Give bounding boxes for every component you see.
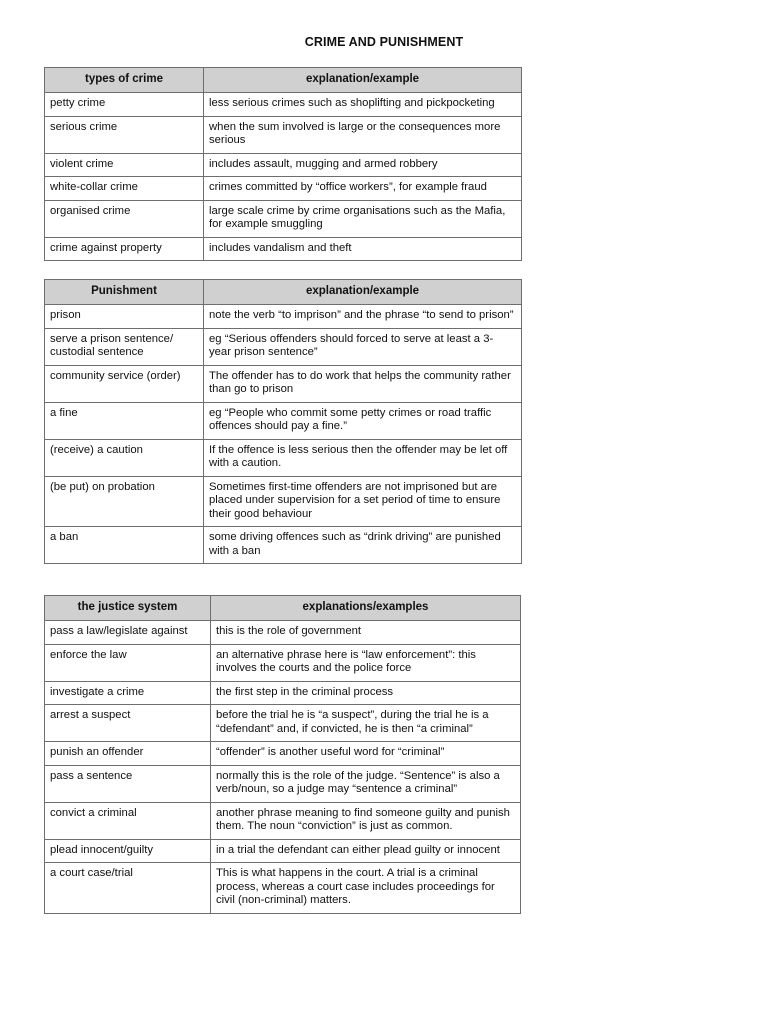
explanation-cell: “offender” is another useful word for “criminal” (211, 742, 521, 766)
term-cell: organised crime (45, 200, 204, 237)
types-of-crime-table (44, 67, 522, 261)
term-cell: petty crime (45, 93, 204, 117)
column-header: types of crime (45, 68, 204, 93)
explanation-cell: eg “People who commit some petty crimes or road traffic offences should pay a fine.” (204, 402, 522, 439)
term-cell: a court case/trial (45, 863, 211, 914)
column-header: explanation/example (204, 68, 522, 93)
table-header-row (45, 68, 522, 93)
table-row (45, 527, 522, 564)
explanation-cell: note the verb “to imprison” and the phrase “to send to prison” (204, 305, 522, 329)
explanation-cell: some driving offences such as “drink driving” are punished with a ban (204, 527, 522, 564)
table-row (45, 705, 521, 742)
explanation-cell: normally this is the role of the judge. “Sentence” is also a verb/noun, so a judge may “sentence a criminal” (211, 765, 521, 802)
term-cell: enforce the law (45, 644, 211, 681)
table-row (45, 177, 522, 201)
table-row (45, 153, 522, 177)
explanation-cell: large scale crime by crime organisations such as the Mafia, for example smuggling (204, 200, 522, 237)
term-cell: arrest a suspect (45, 705, 211, 742)
term-cell: plead innocent/guilty (45, 839, 211, 863)
term-cell: punish an offender (45, 742, 211, 766)
explanation-cell: eg “Serious offenders should forced to serve at least a 3-year prison sentence” (204, 328, 522, 365)
term-cell: a ban (45, 527, 204, 564)
table-row (45, 863, 521, 914)
table-header-row (45, 596, 521, 621)
table-row (45, 200, 522, 237)
table-row (45, 365, 522, 402)
term-cell: investigate a crime (45, 681, 211, 705)
table-row (45, 742, 521, 766)
table-row (45, 765, 521, 802)
explanation-cell: less serious crimes such as shoplifting and pickpocketing (204, 93, 522, 117)
term-cell: crime against property (45, 237, 204, 261)
explanation-cell: The offender has to do work that helps the community rather than go to prison (204, 365, 522, 402)
table-row (45, 402, 522, 439)
term-cell: serious crime (45, 116, 204, 153)
explanation-cell: another phrase meaning to find someone guilty and punish them. The noun “conviction” is just as common. (211, 802, 521, 839)
explanation-cell: includes vandalism and theft (204, 237, 522, 261)
term-cell: violent crime (45, 153, 204, 177)
explanation-cell: this is the role of government (211, 621, 521, 645)
table-row (45, 237, 522, 261)
explanation-cell: If the offence is less serious then the offender may be let off with a caution. (204, 439, 522, 476)
explanation-cell: an alternative phrase here is “law enforcement”: this involves the courts and the police force (211, 644, 521, 681)
column-header: Punishment (45, 280, 204, 305)
table-row (45, 305, 522, 329)
table-header-row (45, 280, 522, 305)
table-row (45, 839, 521, 863)
justice-system-table (44, 595, 521, 914)
punishment-table (44, 279, 522, 564)
table-row (45, 621, 521, 645)
column-header: explanation/example (204, 280, 522, 305)
explanation-cell: before the trial he is “a suspect”, during the trial he is a “defendant” and, if convicted, he is then “a criminal” (211, 705, 521, 742)
term-cell: (be put) on probation (45, 476, 204, 527)
explanation-cell: Sometimes first-time offenders are not imprisoned but are placed under supervision for a set period of time to ensure their good behaviour (204, 476, 522, 527)
explanation-cell: This is what happens in the court. A trial is a criminal process, whereas a court case includes proceedings for civil (non-criminal) matters. (211, 863, 521, 914)
term-cell: pass a law/legislate against (45, 621, 211, 645)
table-row (45, 116, 522, 153)
table-row (45, 476, 522, 527)
explanation-cell: when the sum involved is large or the consequences more serious (204, 116, 522, 153)
term-cell: serve a prison sentence/ custodial sentence (45, 328, 204, 365)
explanation-cell: crimes committed by “office workers”, for example fraud (204, 177, 522, 201)
column-header: explanations/examples (211, 596, 521, 621)
explanation-cell: includes assault, mugging and armed robbery (204, 153, 522, 177)
table-row (45, 644, 521, 681)
table-row (45, 93, 522, 117)
table-row (45, 681, 521, 705)
term-cell: a fine (45, 402, 204, 439)
term-cell: (receive) a caution (45, 439, 204, 476)
document-title: CRIME AND PUNISHMENT (304, 35, 464, 49)
table-row (45, 328, 522, 365)
table-row (45, 802, 521, 839)
term-cell: white-collar crime (45, 177, 204, 201)
explanation-cell: in a trial the defendant can either plead guilty or innocent (211, 839, 521, 863)
column-header: the justice system (45, 596, 211, 621)
term-cell: prison (45, 305, 204, 329)
term-cell: convict a criminal (45, 802, 211, 839)
table-row (45, 439, 522, 476)
explanation-cell: the first step in the criminal process (211, 681, 521, 705)
term-cell: community service (order) (45, 365, 204, 402)
term-cell: pass a sentence (45, 765, 211, 802)
